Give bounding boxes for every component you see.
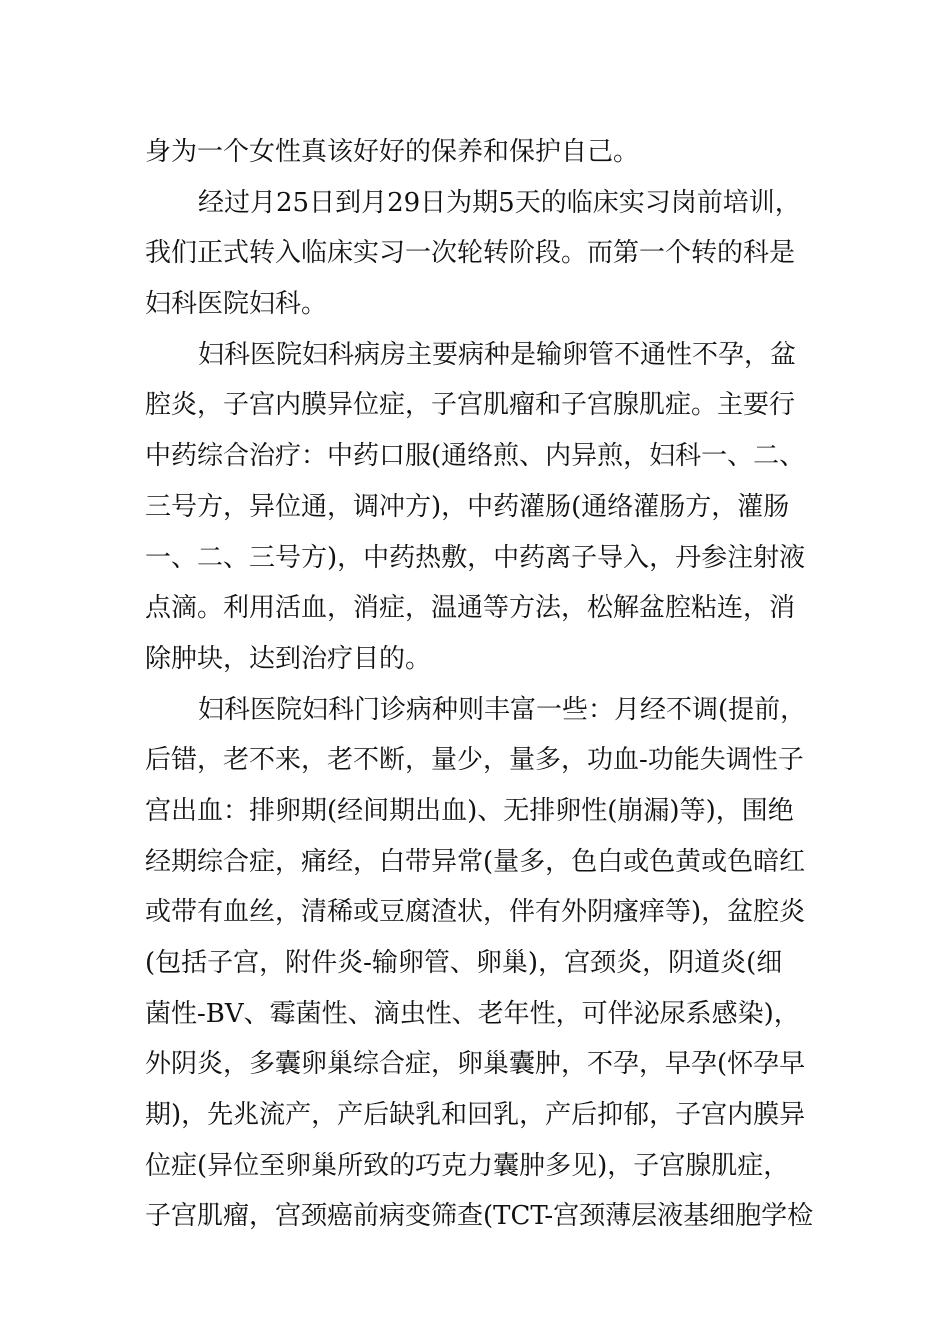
paragraph-3-line-6: 点滴。利用活血，消症，温通等方法，松解盆腔粘连，消 — [145, 593, 796, 624]
paragraph-3-line-1: 妇科医院妇科病房主要病种是输卵管不通性不孕，盆 — [198, 339, 797, 370]
paragraph-3-line-5: 一、二、三号方)，中药热敷，中药离子导入，丹参注射液 — [145, 542, 806, 573]
paragraph-4-line-10: 位症(异位至卵巢所致的巧克力囊肿多见)，子宫腺肌症， — [145, 1150, 790, 1181]
paragraph-3-line-3: 中药综合治疗：中药口服(通络煎、内异煎，妇科一、二、 — [145, 441, 806, 472]
paragraph-2-line-2: 我们正式转入临床实习一次轮转阶段。而第一个转的科是 — [145, 238, 796, 269]
paragraph-2-line-3: 妇科医院妇科。 — [145, 289, 328, 320]
paragraph-4-line-11: 子宫肌瘤，宫颈癌前病变筛查(TCT-宫颈薄层液基细胞学检 — [145, 1201, 814, 1232]
paragraph-4-line-1: 妇科医院妇科门诊病种则丰富一些：月经不调(提前， — [198, 694, 807, 725]
paragraph-4-line-2: 后错，老不来，老不断，量少，量多，功血-功能失调性子 — [145, 745, 804, 776]
paragraph-4-line-5: 或带有血丝，清稀或豆腐渣状，伴有外阴瘙痒等)，盆腔炎 — [145, 897, 806, 928]
paragraph-3-line-2: 腔炎，子宫内膜异位症，子宫肌瘤和子宫腺肌症。主要行 — [145, 390, 796, 421]
paragraph-4-line-6: (包括子宫，附件炎-输卵管、卵巢)，宫颈炎，阴道炎(细 — [145, 948, 783, 978]
paragraph-4-line-4: 经期综合症，痛经，白带异常(量多，色白或色黄或色暗红 — [145, 846, 806, 877]
paragraph-4-line-9: 期)，先兆流产，产后缺乳和回乳，产后抑郁，子宫内膜异 — [145, 1100, 806, 1131]
paragraph-4-line-8: 外阴炎，多囊卵巢综合症，卵巢囊肿，不孕，早孕(怀孕早 — [145, 1049, 806, 1080]
paragraph-3-line-7: 除肿块，达到治疗目的。 — [145, 643, 432, 674]
paragraph-1-line-1: 身为一个女性真该好好的保养和保护自己。 — [145, 137, 640, 167]
document-body — [145, 127, 815, 1242]
paragraph-4-line-7: 菌性-BV、霉菌性、滴虫性、老年性，可伴泌尿系感染)， — [145, 998, 800, 1029]
paragraph-3-line-4: 三号方，异位通，调冲方)，中药灌肠(通络灌肠方，灌肠 — [145, 491, 790, 522]
paragraph-4-line-3: 宫出血：排卵期(经间期出血)、无排卵性(崩漏)等)，围绝 — [145, 795, 794, 826]
paragraph-2-line-1: 经过月25日到月29日为期5天的临床实习岗前培训， — [198, 187, 801, 218]
